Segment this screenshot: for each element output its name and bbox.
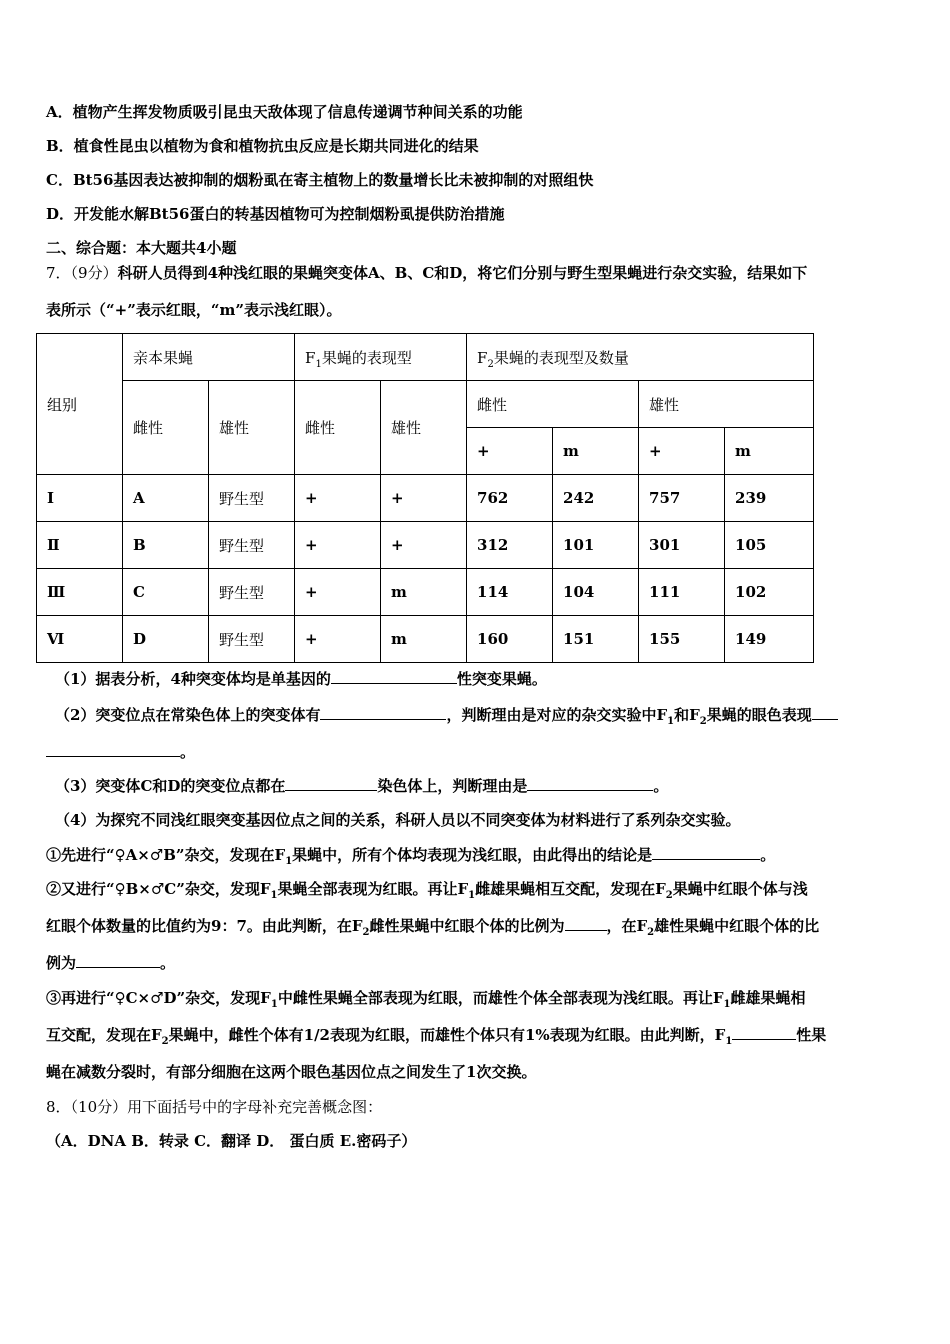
q7-part4: （4）为探究不同浅红眼突变基因位点之间的关系，科研人员以不同突变体为材料进行了系列杂交实验。 [55, 811, 741, 829]
q7-stem-text1: 科研人员得到4种浅红眼的果蝇突变体A、B、C和D，将它们分别与野生型果蝇进行杂交实验，结果如下 [117, 264, 808, 282]
answer-blank [320, 705, 446, 720]
cell-group: Ⅵ [37, 616, 123, 663]
q7-prefix: 7．（9分） [46, 264, 118, 282]
cell-f2-male-m: 239 [725, 475, 814, 522]
cell-male: 野生型 [209, 475, 295, 522]
cell-f2-male-plus: 757 [639, 475, 725, 522]
q7-part2: （2）突变位点在常染色体上的突变体有 ，判断理由是对应的杂交实验中$F_1$和$F_2$果蝇的眼色表现 [55, 705, 838, 725]
q8-options: （A．DNA B．转录 C．翻译 D． 蛋白质 E.密码子） [46, 1132, 417, 1150]
table-row [37, 616, 814, 663]
section-heading: 二、综合题：本大题共4小题 [46, 239, 237, 257]
cell-male: 野生型 [209, 522, 295, 569]
cell-f2-female-plus: 160 [467, 616, 553, 663]
q7-part3: （3）突变体C和D的突变位点都在 染色体上，判断理由是 。 [55, 777, 669, 795]
cell-f2-male-plus: 111 [639, 569, 725, 616]
cell-group: Ⅱ [37, 522, 123, 569]
cell-f1-male: m [381, 569, 467, 616]
answer-blank [527, 776, 653, 791]
results-table [36, 333, 814, 663]
header-f1: $F_1$果蝇的表现型 [295, 334, 467, 381]
header-f2-female-plus: + [467, 428, 553, 475]
cell-female: C [123, 569, 209, 616]
header-parent-male: 雄性 [209, 381, 295, 475]
q7-part1: （1）据表分析，4种突变体均是单基因的 性突变果蝇。 [55, 670, 547, 688]
header-f2: $F_2$果蝇的表现型及数量 [467, 334, 814, 381]
cell-f2-female-m: 104 [553, 569, 639, 616]
cell-f2-female-plus: 114 [467, 569, 553, 616]
q7-cross-1: ①先进行“♀A×♂B”杂交，发现在$F_1$果蝇中，所有个体均表现为浅红眼，由此得出的结论是 。 [46, 846, 776, 867]
header-f2-female-m: m [553, 428, 639, 475]
cell-female: A [123, 475, 209, 522]
cell-f2-male-plus: 301 [639, 522, 725, 569]
cell-f2-female-plus: 312 [467, 522, 553, 569]
header-f2-male-plus: + [639, 428, 725, 475]
q7-cross-2-cont2: 例为 。 [46, 954, 176, 972]
cell-f2-female-m: 101 [553, 522, 639, 569]
cell-female: D [123, 616, 209, 663]
answer-blank [76, 953, 160, 968]
cell-f2-male-m: 102 [725, 569, 814, 616]
header-group: 组别 [37, 334, 123, 475]
q7-cross-2-cont: 红眼个体数量的比值约为9：7。由此判断，在$F_2$雌性果蝇中红眼个体的比例为 ，在$F_2$雄性果蝇中红眼个体的比 [46, 917, 820, 938]
header-f2-male-m: m [725, 428, 814, 475]
option-b: B．植食性昆虫以植物为食和植物抗虫反应是长期共同进化的结果 [46, 137, 479, 155]
answer-blank [46, 742, 180, 757]
cell-f1-male: m [381, 616, 467, 663]
cell-f2-male-plus: 155 [639, 616, 725, 663]
cell-f2-male-m: 149 [725, 616, 814, 663]
q7-cross-3-cont: 互交配，发现在$F_2$果蝇中，雌性个体有1/2表现为红眼，而雄性个体只有1%表现为红眼。由此判断，$F_1$ 性果 [46, 1026, 827, 1047]
cell-male: 野生型 [209, 616, 295, 663]
table-header-row-1 [37, 334, 814, 381]
q7-stem-line1 [46, 263, 807, 283]
option-a: A．植物产生挥发物质吸引昆虫天敌体现了信息传递调节种间关系的功能 [46, 103, 523, 121]
header-f1-male: 雄性 [381, 381, 467, 475]
cell-f1-female: + [295, 522, 381, 569]
cell-male: 野生型 [209, 569, 295, 616]
q7-cross-3: ③再进行“♀C×♂D”杂交，发现$F_1$中雌性果蝇全部表现为红眼，而雄性个体全部表现为浅红眼。再让$F_1$雌雄果蝇相 [46, 989, 806, 1010]
answer-blank [732, 1025, 796, 1040]
answer-blank [812, 705, 838, 720]
cell-f1-male: + [381, 522, 467, 569]
q7-cross-2: ②又进行“♀B×♂C”杂交，发现$F_1$果蝇全部表现为红眼。再让$F_1$雌雄果蝇相互交配，发现在$F_2$果蝇中红眼个体与浅 [46, 880, 808, 901]
q7-part2-cont: 。 [46, 742, 195, 762]
answer-blank [652, 845, 760, 860]
answer-blank [331, 669, 457, 684]
cell-f2-female-m: 242 [553, 475, 639, 522]
cell-f1-male: + [381, 475, 467, 522]
cell-f2-female-plus: 762 [467, 475, 553, 522]
q8-stem: 8．（10分）用下面括号中的字母补充完善概念图： [46, 1098, 383, 1116]
cell-f2-male-m: 105 [725, 522, 814, 569]
cell-f1-female: + [295, 475, 381, 522]
cell-f1-female: + [295, 616, 381, 663]
option-c: C．Bt56基因表达被抑制的烟粉虱在寄主植物上的数量增长比未被抑制的对照组快 [46, 171, 594, 189]
header-f1-female: 雌性 [295, 381, 381, 475]
cell-group: Ⅰ [37, 475, 123, 522]
cell-f2-female-m: 151 [553, 616, 639, 663]
answer-blank [285, 776, 377, 791]
option-d: D．开发能水解Bt56蛋白的转基因植物可为控制烟粉虱提供防治措施 [46, 205, 505, 223]
header-f2-male: 雄性 [639, 381, 814, 428]
header-parent: 亲本果蝇 [123, 334, 295, 381]
answer-blank [565, 916, 607, 931]
header-f2-female: 雌性 [467, 381, 639, 428]
q7-stem-line2: 表所示（“+”表示红眼，“m”表示浅红眼）。 [46, 301, 342, 319]
q8-prefix: 8．（10分） [46, 1098, 128, 1116]
q7-cross-3-cont2: 蝇在减数分裂时，有部分细胞在这两个眼色基因位点之间发生了1次交换。 [46, 1063, 537, 1081]
table-row [37, 569, 814, 616]
table-row [37, 475, 814, 522]
cell-female: B [123, 522, 209, 569]
table-header-row-2 [37, 381, 814, 428]
header-parent-female: 雌性 [123, 381, 209, 475]
table-row [37, 522, 814, 569]
cell-f1-female: + [295, 569, 381, 616]
cell-group: Ⅲ [37, 569, 123, 616]
